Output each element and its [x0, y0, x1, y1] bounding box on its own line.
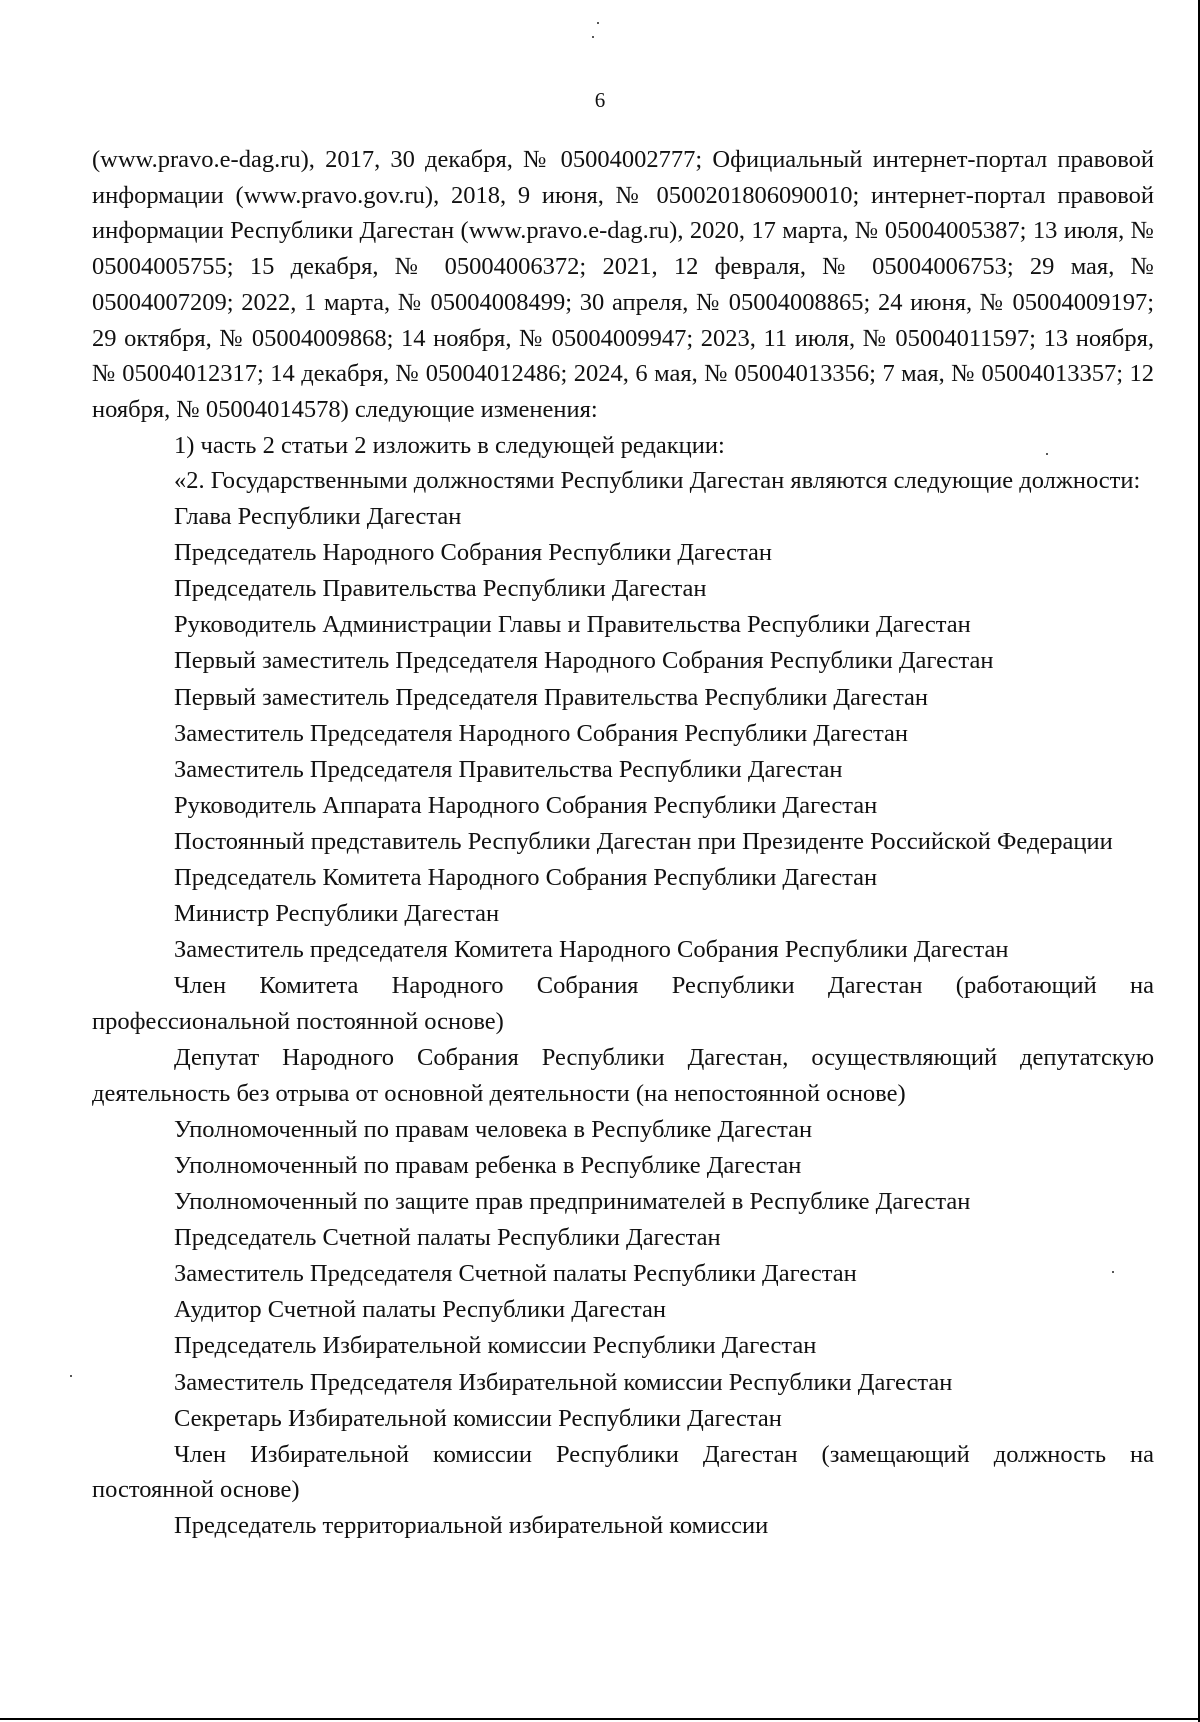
list-item: Секретарь Избирательной комиссии Республики Дагестан [174, 1404, 782, 1432]
list-item: Председатель Народного Собрания Республики Дагестан [174, 539, 772, 567]
list-item: Председатель Избирательной комиссии Республики Дагестан [174, 1332, 817, 1360]
list-item: Первый заместитель Председателя Народного Собрания Республики Дагестан [174, 647, 994, 675]
positions-list [92, 499, 1154, 1545]
scan-speck [592, 36, 594, 38]
list-item: Первый заместитель Председателя Правительства Республики Дагестан [174, 683, 929, 711]
scan-speck [70, 1375, 72, 1377]
scan-speck [1046, 453, 1048, 455]
list-item: Председатель Комитета Народного Собрания Республики Дагестан [174, 863, 878, 891]
scan-speck [597, 22, 599, 24]
list-item: Член Комитета Народного Собрания Республики Дагестан (работающий на профессиональной постоянной основе) [92, 972, 1154, 1035]
list-item: Уполномоченный по правам ребенка в Республике Дагестан [174, 1151, 802, 1179]
list-item: Руководитель Администрации Главы и Правительства Республики Дагестан [174, 611, 971, 639]
list-item: Председатель Счетной палаты Республики Дагестан [174, 1224, 721, 1252]
scan-edge-line [0, 1718, 1200, 1720]
page-number: 6 [594, 88, 606, 112]
list-item: Заместитель Председателя Правительства Республики Дагестан [174, 755, 843, 783]
list-item: Аудитор Счетной палаты Республики Дагестан [174, 1296, 666, 1324]
list-item: Заместитель председателя Комитета Народного Собрания Республики Дагестан [174, 936, 1009, 964]
list-item: Председатель территориальной избирательной комиссии [174, 1512, 769, 1540]
list-item: Глава Республики Дагестан [174, 503, 462, 531]
clause-2-intro: «2. Государственными должностями Республики Дагестан являются следующие должности: [174, 467, 1141, 495]
intro-paragraph: (www.pravo.e-dag.ru), 2017, 30 декабря, № 05004002777; Официальный интернет-портал правовой информации (www.pravo.gov.ru), 2018, 9 июня, № 0500201806090010; интернет-портал правовой информации Республики Дагестан (www.pravo.e-dag.ru), 2020, 17 марта, № 05004005387; 13 июля, № 05004005755; 15 декабря, № 05004006372; 2021, 12 февраля, № 05004006753; 29 мая, № 05004007209; 2022, 1 марта, № 05004008499; 30 апреля, № 05004008865; 24 июня, № 05004009197; 29 октября, № 05004009868; 14 ноября, № 05004009947; 2023, 11 июля, № 05004011597; 13 ноября, № 05004012317; 14 декабря, № 05004012486; 2024, 6 мая, № 05004013356; 7 мая, № 05004013357; 12 ноября, № 05004014578) следующие изменения: [92, 146, 1154, 423]
list-item: Председатель Правительства Республики Дагестан [174, 575, 707, 603]
list-item: Депутат Народного Собрания Республики Дагестан, осуществляющий депутатскую деятельность без отрыва от основной деятельности (на непостоянной основе) [92, 1044, 1154, 1107]
list-item: Заместитель Председателя Народного Собрания Республики Дагестан [174, 719, 909, 747]
list-item: Заместитель Председателя Избирательной комиссии Республики Дагестан [174, 1368, 953, 1396]
scan-speck [1112, 1271, 1114, 1273]
clause-1: 1) часть 2 статьи 2 изложить в следующей редакции: [174, 431, 725, 459]
document-body [92, 142, 1154, 1545]
list-item: Руководитель Аппарата Народного Собрания Республики Дагестан [174, 791, 878, 819]
list-item: Министр Республики Дагестан [174, 900, 500, 928]
list-item: Член Избирательной комиссии Республики Дагестан (замещающий должность на постоянной основе) [92, 1440, 1154, 1504]
list-item: Уполномоченный по правам человека в Республике Дагестан [174, 1115, 813, 1143]
list-item: Уполномоченный по защите прав предпринимателей в Республике Дагестан [174, 1188, 971, 1216]
list-item: Заместитель Председателя Счетной палаты Республики Дагестан [174, 1260, 857, 1288]
list-item: Постоянный представитель Республики Дагестан при Президенте Российской Федерации [174, 827, 1113, 855]
